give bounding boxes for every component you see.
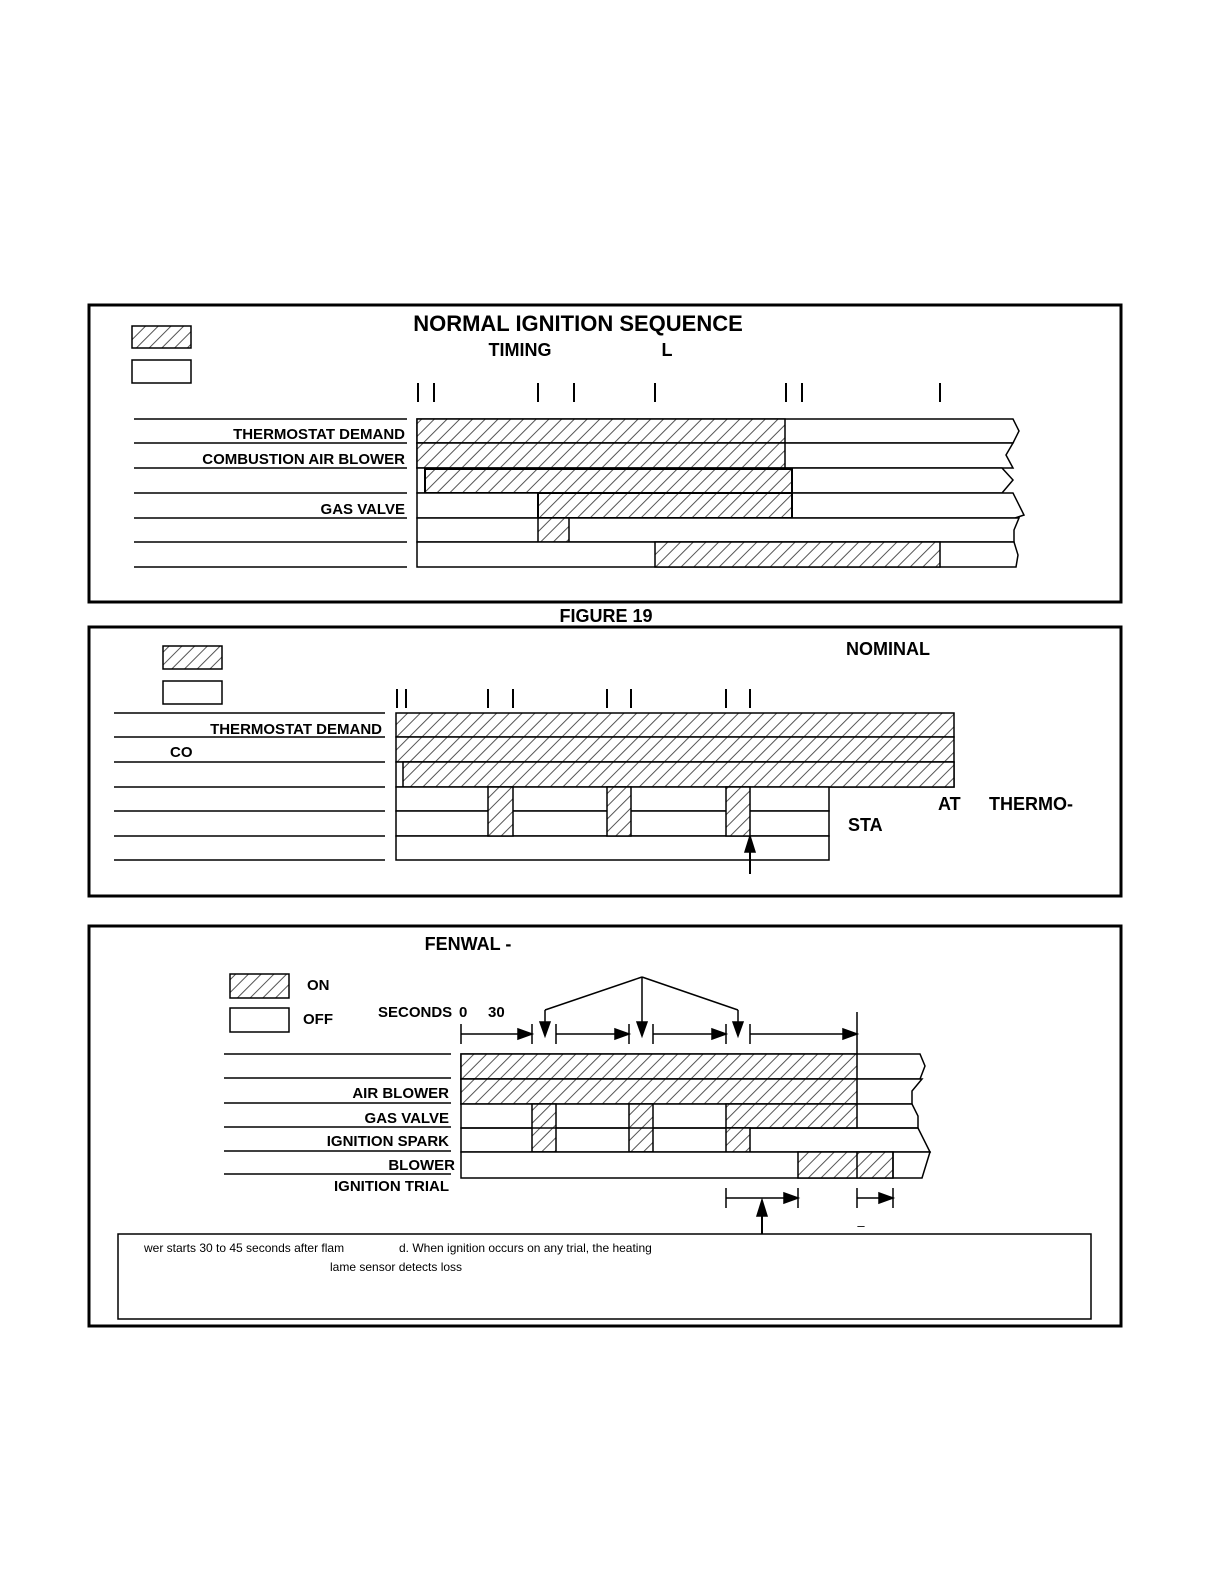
fenwal-panel xyxy=(89,926,1121,1326)
row-label-thermostat-demand: THERMOSTAT DEMAND xyxy=(210,721,382,738)
row-label-gas-valve: GAS VALVE xyxy=(320,501,405,518)
legend-off-swatch xyxy=(132,360,191,383)
timing-bars xyxy=(396,713,954,874)
time-ticks xyxy=(418,383,940,402)
timing-bars xyxy=(417,419,1024,567)
note-at: AT xyxy=(938,794,961,814)
top-subtitle-l: L xyxy=(661,340,673,360)
row-label-thermostat-demand: THERMOSTAT DEMAND xyxy=(233,426,405,443)
timing-bars xyxy=(461,1054,930,1234)
note-line-3: lame sensor detects loss xyxy=(330,1260,463,1274)
tick-label-30: 30 xyxy=(488,1004,505,1021)
note-line-1: wer starts 30 to 45 seconds after flam xyxy=(144,1241,345,1255)
tick-label-0: 0 xyxy=(459,1004,468,1021)
row-label-blower: BLOWER xyxy=(388,1157,455,1174)
nominal-label: NOMINAL xyxy=(846,639,930,659)
seconds-label: SECONDS xyxy=(378,1004,453,1021)
time-ticks xyxy=(397,689,750,708)
legend-off-swatch xyxy=(163,681,222,704)
figure-19-caption: FIGURE 19 xyxy=(559,606,653,626)
note-line-2: d. When ignition occurs on any trial, the heating xyxy=(399,1241,652,1255)
note-sta: STA xyxy=(848,815,883,835)
legend-off-label: OFF xyxy=(303,1011,333,1028)
legend-off-swatch xyxy=(230,1008,289,1032)
row-label-air-blower: AIR BLOWER xyxy=(352,1085,449,1102)
row-label-co: CO xyxy=(170,744,193,761)
top-subtitle-timing: TIMING xyxy=(488,340,552,360)
row-label-combustion-air-blower: COMBUSTION AIR BLOWER xyxy=(202,451,405,468)
row-label-ignition-spark: IGNITION SPARK xyxy=(326,1133,449,1150)
legend-on-swatch xyxy=(163,646,222,669)
legend-on-swatch xyxy=(132,326,191,348)
row-label-ignition-trial: IGNITION TRIAL xyxy=(334,1178,449,1195)
dash-mark: – xyxy=(857,1218,865,1233)
middle-timing-panel xyxy=(89,627,1121,896)
row-label-gas-valve: GAS VALVE xyxy=(364,1110,449,1127)
note-thermo: THERMO- xyxy=(989,794,1073,814)
trial-arrows xyxy=(461,977,857,1054)
legend-on-swatch xyxy=(230,974,289,998)
legend-on-label: ON xyxy=(307,977,330,994)
top-title: NORMAL IGNITION SEQUENCE xyxy=(413,311,743,336)
fenwal-title: FENWAL - xyxy=(424,934,512,954)
